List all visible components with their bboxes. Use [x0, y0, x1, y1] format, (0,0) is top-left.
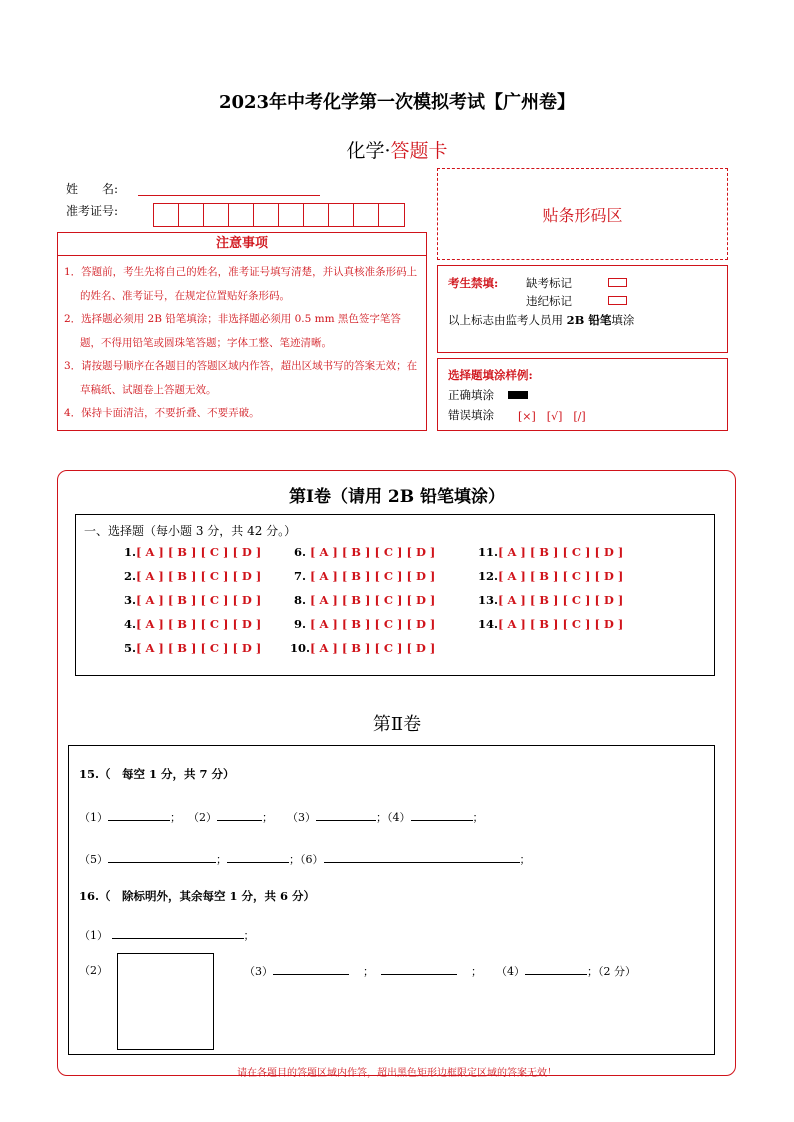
question-number: 6. — [294, 545, 307, 559]
id-digit-box[interactable] — [254, 204, 279, 226]
absent-mark[interactable] — [608, 278, 627, 287]
sample-title: 选择题填涂样例: — [448, 368, 533, 382]
forbid-note-post: 填涂 — [611, 313, 635, 327]
answer-blank[interactable] — [273, 962, 349, 975]
answer-blank[interactable] — [525, 962, 587, 975]
drawing-box[interactable] — [117, 953, 214, 1050]
answer-options[interactable]: [ A ] [ B ] [ C ] [ D ] — [310, 545, 436, 559]
answer-options[interactable]: [ A ] [ B ] [ C ] [ D ] — [498, 593, 624, 607]
question-14[interactable] — [478, 617, 623, 631]
answer-options[interactable]: [ A ] [ B ] [ C ] [ D ] — [498, 545, 624, 559]
separator: ； — [170, 811, 181, 824]
blank-label: （3） — [287, 811, 316, 824]
choice-section — [75, 514, 715, 676]
separator: ； — [243, 929, 255, 942]
answer-options[interactable]: [ A ] [ B ] [ C ] [ D ] — [136, 617, 262, 631]
question-5[interactable] — [124, 641, 261, 655]
id-digit-box[interactable] — [379, 204, 404, 226]
q16-row2 — [244, 962, 636, 979]
notice-item: 3．请按题号顺序在各题目的答题区域内作答，超出区域书写的答案无效；在草稿纸、试题卷上答题无效。 — [64, 360, 418, 396]
q15-heading: 15.（ 每空 1 分，共 7 分） — [79, 767, 235, 781]
separator: ； — [587, 965, 598, 978]
question-11[interactable] — [478, 545, 623, 559]
wrong-label: 错误填涂 — [448, 408, 494, 422]
id-digit-box[interactable] — [204, 204, 229, 226]
blank-label: （6） — [300, 853, 324, 866]
id-digit-box[interactable] — [304, 204, 329, 226]
answer-blank[interactable] — [217, 808, 262, 821]
question-number: 2. — [124, 569, 137, 583]
footer-warning: 请在各题目的答题区域内作答，超出黑色矩形边框限定区域的答案无效！ — [237, 1068, 557, 1079]
card-title — [0, 136, 794, 163]
part2-title: 第Ⅱ卷 — [372, 714, 422, 735]
id-label: 准考证号: — [66, 204, 119, 218]
question-8[interactable] — [294, 593, 435, 607]
question-number: 5. — [124, 641, 137, 655]
separator: ； — [262, 811, 273, 824]
notice-title: 注意事项 — [57, 232, 427, 256]
answer-options[interactable]: [ A ] [ B ] [ C ] [ D ] — [310, 593, 436, 607]
answer-blank[interactable] — [316, 808, 376, 821]
answer-blank[interactable] — [108, 808, 170, 821]
answer-options[interactable]: [ A ] [ B ] [ C ] [ D ] — [136, 641, 262, 655]
question-number: 10. — [290, 641, 311, 655]
q16-b2-label: （2） — [79, 964, 108, 977]
question-13[interactable] — [478, 593, 623, 607]
question-number: 13. — [478, 593, 499, 607]
question-number: 1. — [124, 545, 137, 559]
name-field[interactable] — [138, 181, 320, 196]
answer-options[interactable]: [ A ] [ B ] [ C ] [ D ] — [310, 617, 436, 631]
separator: ； — [289, 853, 300, 866]
part2-section — [68, 745, 715, 1055]
notice-list — [57, 256, 427, 431]
violation-mark[interactable] — [608, 296, 627, 305]
part1-title: 第Ⅰ卷（请用 2B 铅笔填涂） — [289, 487, 505, 507]
question-number: 4. — [124, 617, 137, 631]
question-3[interactable] — [124, 593, 261, 607]
examiner-only-box — [437, 265, 728, 353]
absent-label: 缺考标记 — [526, 276, 572, 290]
notice-item: 2．选择题必须用 2B 铅笔填涂；非选择题必须用 0.5 mm 黑色签字笔答题，不得用铅笔或圆珠笔答题；字体工整、笔迹清晰。 — [64, 313, 401, 349]
id-number-grid[interactable] — [153, 203, 405, 227]
subject-label: 化学· — [346, 140, 391, 162]
correct-fill-sample — [508, 391, 528, 399]
separator: ； — [376, 811, 387, 824]
forbid-note-bold: 2B 铅笔 — [566, 313, 612, 327]
question-number: 14. — [478, 617, 499, 631]
question-10[interactable] — [290, 641, 435, 655]
separator: ； — [519, 853, 531, 866]
fill-sample-box — [437, 358, 728, 431]
forbid-note — [448, 312, 634, 328]
answer-blank[interactable] — [108, 850, 216, 863]
answer-options[interactable]: [ A ] [ B ] [ C ] [ D ] — [310, 641, 436, 655]
answer-options[interactable]: [ A ] [ B ] [ C ] [ D ] — [136, 545, 262, 559]
points-note: （2 分） — [598, 965, 636, 978]
card-label: 答题卡 — [390, 140, 448, 162]
question-number: 11. — [478, 545, 499, 559]
q15-row2 — [79, 850, 531, 867]
question-9[interactable] — [294, 617, 435, 631]
answer-blank[interactable] — [112, 926, 244, 939]
question-number: 3. — [124, 593, 137, 607]
question-number: 12. — [478, 569, 499, 583]
id-digit-box[interactable] — [179, 204, 204, 226]
answer-options[interactable]: [ A ] [ B ] [ C ] [ D ] — [498, 617, 624, 631]
choice-heading: 一、选择题（每小题 3 分，共 42 分。） — [84, 524, 297, 538]
wrong-marks: [×] [√] [/] — [518, 410, 586, 423]
blank-label: （1） — [79, 929, 108, 942]
answer-blank[interactable] — [381, 962, 457, 975]
question-6[interactable] — [294, 545, 435, 559]
question-1[interactable] — [124, 545, 261, 559]
q16-row1 — [79, 926, 255, 943]
answer-options[interactable]: [ A ] [ B ] [ C ] [ D ] — [498, 569, 624, 583]
exam-title: 2023年中考化学第一次模拟考试【广州卷】 — [218, 92, 576, 113]
answer-blank[interactable] — [411, 808, 473, 821]
notice-item: 1．答题前，考生先将自己的姓名，准考证号填写清楚，并认真核准条形码上的姓名、准考证号，在规定位置贴好条形码。 — [64, 266, 418, 302]
correct-label: 正确填涂 — [448, 388, 494, 402]
separator: ； — [363, 965, 374, 978]
barcode-area: 贴条形码区 — [437, 168, 728, 260]
separator: ； — [472, 811, 484, 824]
question-12[interactable] — [478, 569, 623, 583]
blank-label: （1） — [79, 811, 108, 824]
notice-item: 4．保持卡面清洁，不要折叠、不要弄破。 — [64, 407, 260, 419]
blank-label: （4） — [387, 811, 411, 824]
blank-label: （4） — [496, 965, 525, 978]
question-2[interactable] — [124, 569, 261, 583]
answer-blank[interactable] — [324, 850, 520, 863]
separator: ； — [216, 853, 227, 866]
id-digit-box[interactable] — [329, 204, 354, 226]
id-digit-box[interactable] — [154, 204, 179, 226]
question-number: 7. — [294, 569, 307, 583]
question-number: 9. — [294, 617, 307, 631]
question-number: 8. — [294, 593, 307, 607]
blank-label: （2） — [188, 811, 217, 824]
separator: ； — [471, 965, 482, 978]
name-label: 姓 名: — [66, 182, 119, 196]
question-7[interactable] — [294, 569, 435, 583]
id-digit-box[interactable] — [354, 204, 379, 226]
blank-label: （5） — [79, 853, 108, 866]
answer-blank[interactable] — [227, 850, 289, 863]
id-digit-box[interactable] — [279, 204, 304, 226]
blank-label: （3） — [244, 965, 273, 978]
violation-label: 违纪标记 — [526, 294, 572, 308]
q16-heading: 16.（ 除标明外，其余每空 1 分，共 6 分） — [79, 889, 316, 903]
id-digit-box[interactable] — [229, 204, 254, 226]
answer-options[interactable]: [ A ] [ B ] [ C ] [ D ] — [310, 569, 436, 583]
forbid-label: 考生禁填: — [448, 276, 499, 290]
question-4[interactable] — [124, 617, 261, 631]
answer-options[interactable]: [ A ] [ B ] [ C ] [ D ] — [136, 593, 262, 607]
answer-options[interactable]: [ A ] [ B ] [ C ] [ D ] — [136, 569, 262, 583]
q15-row1 — [79, 808, 484, 825]
forbid-note-pre: 以上标志由监考人员用 — [448, 313, 567, 327]
